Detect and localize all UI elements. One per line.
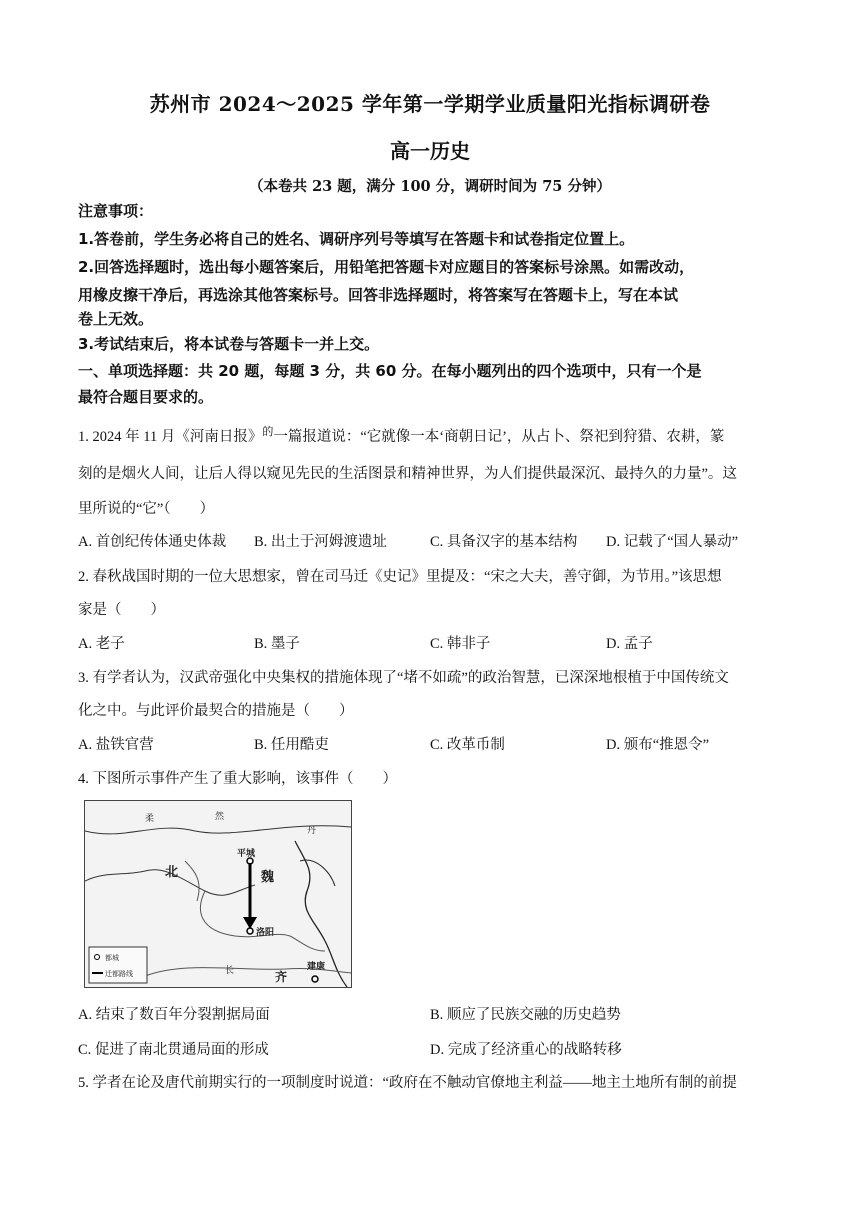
- q1-stem-line-1: [78, 425, 724, 446]
- section-heading-line-1: 一、单项选择题：共 20 题，每题 3 分，共 60 分。在每小题列出的四个选项中，只有一个是: [78, 362, 702, 380]
- notice-item-3: 3.考试结束后，将本试卷与答题卡一并上交。: [78, 335, 380, 353]
- q1-stem-line-3: 里所说的“它”（ ）: [78, 501, 215, 517]
- q2-option-b[interactable]: B. 墨子: [254, 636, 300, 652]
- q3-option-c[interactable]: C. 改革币制: [430, 737, 505, 753]
- q1-stem-part-b: 一篇报道说：“它就像一本‘商朝日记’，从占卜、祭祀到狩猎、农耕，篆: [273, 429, 725, 445]
- q4-option-d[interactable]: D. 完成了经济重心的战略转移: [430, 1042, 622, 1058]
- map-label-ran: 然: [215, 812, 225, 822]
- q3-option-b[interactable]: B. 任用酷吏: [254, 737, 329, 753]
- yellow-river: [200, 891, 325, 951]
- q3-option-a[interactable]: A. 盐铁官营: [78, 737, 154, 753]
- map-label-dan: 丹: [307, 826, 317, 836]
- migration-arrowhead: [243, 917, 257, 929]
- exam-title: 苏州市 2024～2025 学年第一学期学业质量阳光指标调研卷: [149, 92, 711, 116]
- notice-item-2-line-2: 用橡皮擦干净后，再选涂其他答案标号。回答非选择题时，将答案写在答题卡上，写在本试: [78, 286, 679, 304]
- q1-option-b[interactable]: B. 出土于河姆渡遗址: [254, 534, 387, 550]
- section-heading-line-2: 最符合题目要求的。: [78, 388, 214, 406]
- exam-info: （本卷共 23 题，满分 100 分，调研时间为 75 分钟）: [249, 178, 611, 195]
- q3-stem-line-1: 3. 有学者认为，汉武帝强化中央集权的措施体现了“堵不如疏”的政治智慧，已深深地根植于中国传统文: [78, 670, 729, 686]
- q4-map-figure: [84, 800, 352, 988]
- q4-option-a[interactable]: A. 结束了数百年分裂割据局面: [78, 1007, 270, 1023]
- q1-stem-line-2: 刻的是烟火人间，让后人得以窥见先民的生活图景和精神世界，为人们提供最深沉、最持久的力量”。这: [78, 466, 737, 482]
- map-label-bei: 北: [165, 865, 179, 880]
- q1-stem-part-a: 1. 2024 年 11 月《河南日报》: [78, 429, 263, 445]
- map-label-luoyang: 洛阳: [256, 928, 275, 938]
- jiankang-marker: [312, 976, 318, 982]
- q2-option-a[interactable]: A. 老子: [78, 636, 125, 652]
- q5-stem-line-1: 5. 学者在论及唐代前期实行的一项制度时说道：“政府在不触动官僚地主利益——地主土地所有制的前提: [78, 1075, 737, 1091]
- q4-stem-line-1: 4. 下图所示事件产生了重大影响，该事件（ ）: [78, 771, 397, 787]
- map-label-chang: 长: [225, 966, 235, 976]
- q2-stem-line-2: 家是（ ）: [78, 602, 165, 618]
- q1-stem-superscript: 的: [262, 426, 274, 438]
- legend-capital-label: 都城: [105, 954, 119, 962]
- subject-title: 高一历史: [390, 139, 470, 163]
- q3-stem-line-2: 化之中。与此评价最契合的措施是（ ）: [78, 703, 354, 719]
- map-label-jiankang: 建康: [307, 962, 326, 972]
- q2-option-d[interactable]: D. 孟子: [606, 636, 653, 652]
- q1-option-d[interactable]: D. 记载了“国人暴动”: [606, 534, 739, 550]
- legend-route-label: 迁都路线: [105, 970, 133, 978]
- map-label-wei: 魏: [261, 870, 275, 885]
- q2-stem-line-1: 2. 春秋战国时期的一位大思想家，曾在司马迁《史记》里提及：“宋之大夫，善守御，为节用。”该思想: [78, 569, 722, 585]
- q1-option-a[interactable]: A. 首创纪传体通史体裁: [78, 534, 227, 550]
- q3-option-d[interactable]: D. 颁布“推恩令”: [606, 737, 710, 753]
- notice-item-2-line-3: 卷上无效。: [78, 310, 154, 328]
- q4-option-b[interactable]: B. 顺应了民族交融的历史趋势: [430, 1007, 621, 1023]
- map-label-rouran: 柔: [145, 814, 155, 824]
- notice-item-1: 1.答卷前，学生务必将自己的姓名、调研序列号等填写在答题卡和试卷指定位置上。: [78, 230, 635, 248]
- q1-option-c[interactable]: C. 具备汉字的基本结构: [430, 534, 578, 550]
- q4-option-c[interactable]: C. 促进了南北贯通局面的形成: [78, 1042, 269, 1058]
- notice-heading: 注意事项：: [78, 202, 154, 220]
- bohai-coast: [300, 860, 335, 886]
- map-drawing: [85, 801, 351, 987]
- q2-option-c[interactable]: C. 韩非子: [430, 636, 491, 652]
- notice-item-2-line-1: 2.回答选择题时，选出每小题答案后，用铅笔把答题卡对应题目的答案标号涂黑。如需改动，: [78, 258, 695, 276]
- map-label-pingcheng: 平城: [237, 849, 256, 859]
- map-label-qi: 齐: [275, 970, 288, 984]
